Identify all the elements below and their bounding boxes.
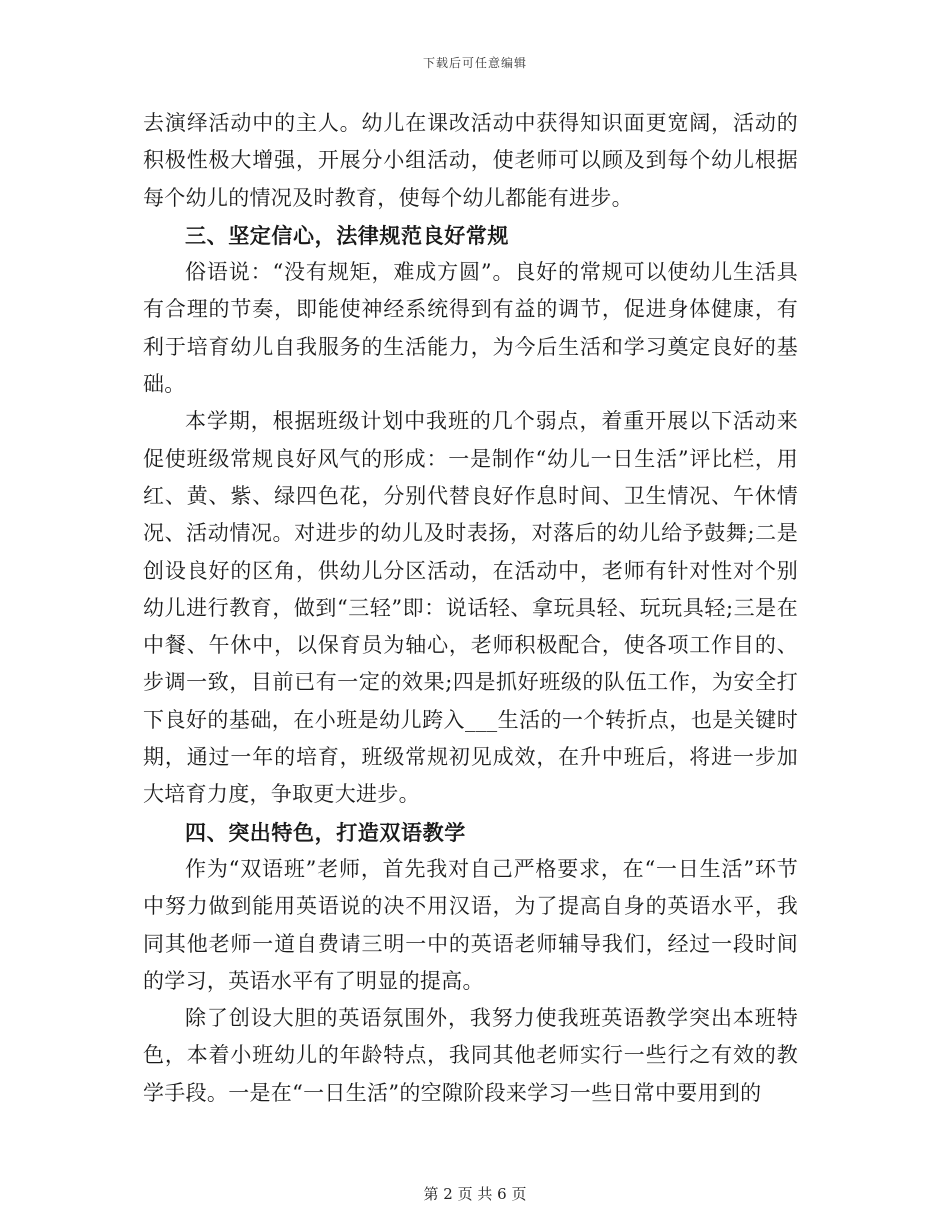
paragraph-4: 作为“双语班”老师，首先我对自己严格要求，在“一日生活”环节中努力做到能用英语说的决不用汉语，为了提高自身的英语水平，我同其他老师一道自费请三明一中的英语老师辅导我们，经过一段时间的学习，英语水平有了明显的提高。 <box>143 856 798 993</box>
page-header: 下载后可任意编辑 <box>422 56 527 70</box>
paragraph-2: 俗语说：“没有规矩，难成方圆”。良好的常规可以使幼儿生活具有合理的节奏，即能使神经系统得到有益的调节，促进身体健康，有利于培育幼儿自我服务的生活能力，为今后生活和学习奠定良好的基础。 <box>143 260 798 397</box>
document-body <box>143 105 798 1112</box>
paragraph-5: 除了创设大胆的英语氛围外，我努力使我班英语教学突出本班特色，本着小班幼儿的年龄特点，我同其他老师实行一些行之有效的教学手段。一是在“一日生活”的空隙阶段来学习一些日常中要用到的 <box>143 1006 798 1105</box>
section-heading-4: 四、突出特色，打造双语教学 <box>185 819 466 845</box>
paragraph-1: 去演绎活动中的主人。幼儿在课改活动中获得知识面更宽阔，活动的积极性极大增强，开展分小组活动，使老师可以顾及到每个幼儿根据每个幼儿的情况及时教育，使每个幼儿都能有进步。 <box>143 111 798 210</box>
page-footer: 第 2 页 共 6 页 <box>423 1185 527 1203</box>
paragraph-3: 本学期，根据班级计划中我班的几个弱点，着重开展以下活动来促使班级常规良好风气的形成：一是制作“幼儿一日生活”评比栏，用红、黄、紫、绿四色花，分别代替良好作息时间、卫生情况、午休情况、活动情况。对进步的幼儿及时表扬，对落后的幼儿给予鼓舞;二是创设良好的区角，供幼儿分区活动，在活动中，老师有针对性对个别幼儿进行教育，做到“三轻”即：说话轻、拿玩具轻、玩玩具轻;三是在中餐、午休中，以保育员为轴心，老师积极配合，使各项工作目的、步调一致，目前已有一定的效果;四是抓好班级的队伍工作，为安全打下良好的基础，在小班是幼儿跨入___生活的一个转折点，也是关键时期，通过一年的培育，班级常规初见成效，在升中班后，将进一步加大培育力度，争取更大进步。 <box>143 409 798 807</box>
section-heading-3: 三、坚定信心，法律规范良好常规 <box>185 222 509 248</box>
